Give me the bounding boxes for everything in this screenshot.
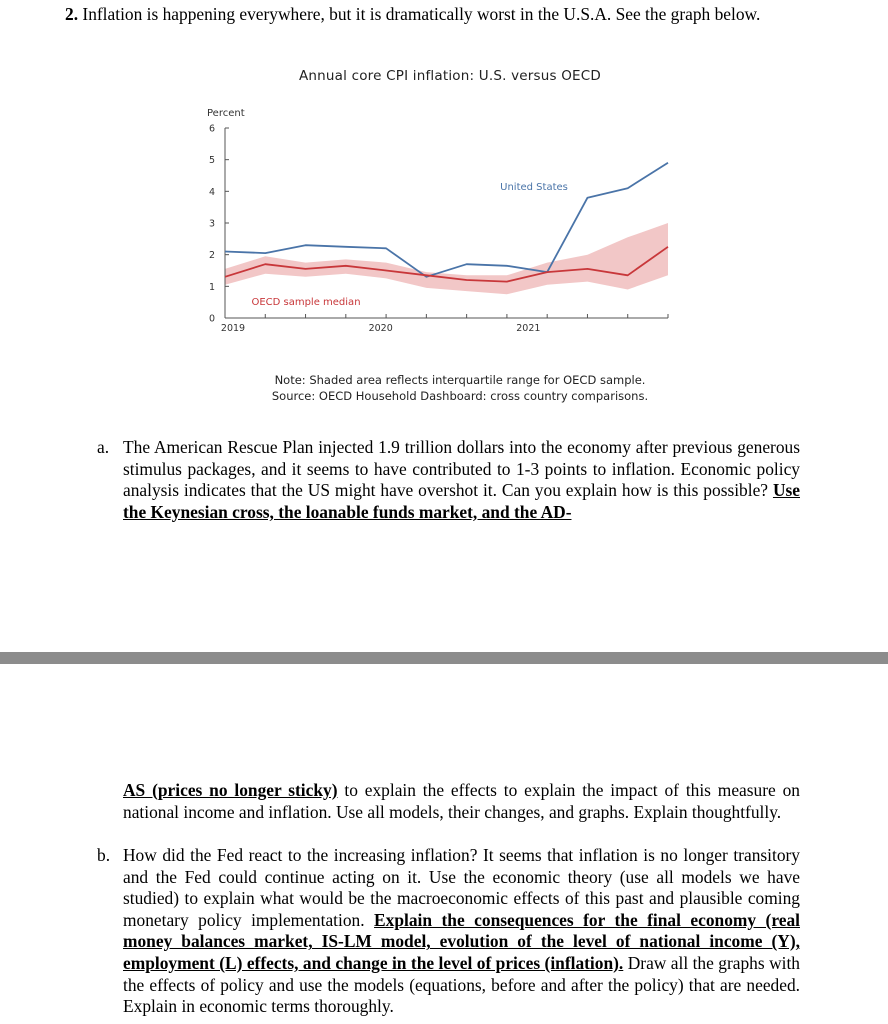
- item-b-label: b.: [97, 845, 111, 865]
- item-a-body: [123, 437, 800, 523]
- item-b-emphasis: Explain the consequences for the final economy (real money balances market, IS-LM model, evolution of the level of national income (Y), employment (L) effects, and change in the level of prices (inflation).: [123, 909, 800, 973]
- item-a-cont-emphasis: AS (prices no longer sticky): [123, 780, 338, 800]
- document-page-2: [0, 664, 888, 1024]
- item-a-continued-body: [123, 780, 800, 823]
- chart-plot: [190, 60, 710, 370]
- page-separator: [0, 652, 888, 664]
- y-tick-label: 5: [209, 155, 216, 167]
- item-b-text: How did the Fed react to the increasing inflation? It seems that inflation is no longer transitory and the Fed could continue acting on it. Use the economic theory (use all models we have studied) to explain what would be the macroeconomic effects of this past and plausible coming monetary policy implementation.: [123, 845, 800, 930]
- y-axis-label: Percent: [207, 108, 245, 119]
- oecd-series-label: OECD sample median: [251, 297, 361, 308]
- interquartile-band: [225, 223, 668, 294]
- y-tick-label: 6: [209, 123, 216, 135]
- chart-title: Annual core CPI inflation: U.S. versus OECD: [298, 68, 602, 84]
- item-a-text: The American Rescue Plan injected 1.9 trillion dollars into the economy after previous generous stimulus packages, and it seems to have contributed to 1-3 points to inflation. Economic policy analysis indicates that the US might have overshot it. Can you explain how is this possible?: [123, 437, 800, 501]
- item-b-body: [123, 845, 800, 1018]
- y-tick-label: 2: [209, 250, 216, 262]
- item-a-emphasis: Use the Keynesian cross, the loanable funds market, and the AD-: [123, 480, 800, 522]
- y-tick-label: 1: [209, 281, 216, 293]
- chart-source-text: Source: OECD Household Dashboard: cross country comparisons.: [271, 388, 649, 403]
- item-a-cont-text: to explain the effects to explain the impact of this measure on national income and inflation. Use all models, their changes, and graphs. Explain thoughtfully.: [123, 780, 800, 822]
- item-b-text-after: Draw all the graphs with the effects of policy and use the models (equations, before and after the policy) that are needed. Explain in economic terms thoroughly.: [123, 952, 800, 1017]
- x-tick-label: 2019: [220, 323, 246, 334]
- item-a-label: a.: [97, 437, 110, 457]
- chart-note: [220, 373, 700, 404]
- chart-note-text: Note: Shaded area reflects interquartile range for OECD sample.: [274, 373, 646, 387]
- x-tick-label: 2021: [516, 323, 541, 334]
- us-series-label: United States: [500, 182, 568, 193]
- inflation-chart: [190, 60, 710, 420]
- question-text: Inflation is happening everywhere, but it is dramatically worst in the U.S.A. See the graph below.: [82, 4, 761, 24]
- y-tick-label: 4: [209, 186, 216, 198]
- x-tick-label: 2020: [368, 323, 393, 334]
- question-title: [65, 4, 800, 26]
- question-number: 2.: [65, 4, 79, 24]
- y-tick-label: 0: [209, 313, 216, 325]
- y-tick-label: 3: [209, 218, 216, 230]
